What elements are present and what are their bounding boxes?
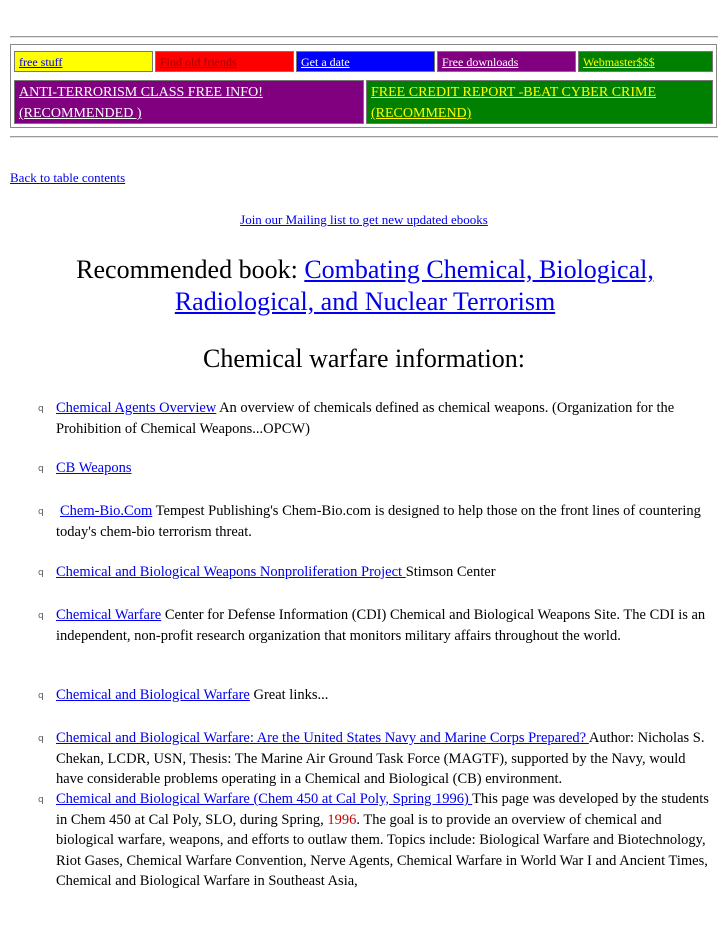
ad-get-a-date[interactable] [296, 51, 435, 72]
item-link[interactable]: Chemical and Biological Warfare [56, 687, 250, 703]
item-link[interactable]: CB Weapons [56, 460, 132, 476]
ad-find-old-friends[interactable] [155, 51, 294, 72]
ad-get-a-date-link[interactable]: Get a date [301, 55, 350, 69]
back-to-contents-link[interactable]: Back to table contents [10, 170, 126, 185]
back-to-contents [10, 170, 125, 186]
item-text: Stimson Center [405, 564, 496, 580]
item-link[interactable]: Chemical and Biological Warfare (Chem 450 at Cal Poly, Spring 1996) [56, 791, 473, 807]
ad-free-downloads-link[interactable]: Free downloads [442, 55, 519, 69]
list-item [56, 789, 716, 892]
bullet-icon: q [38, 507, 44, 517]
item-text: Tempest Publishing's Chem-Bio.com is designed to help those on the front lines of countering today's chem-bio terrorism threat. [56, 503, 701, 540]
ad-find-old-friends-link[interactable]: Find old friends [160, 55, 237, 69]
ad-banner [10, 44, 717, 128]
list-item [56, 398, 716, 439]
bullet-icon: q [38, 611, 44, 621]
ad-credit-report[interactable] [366, 80, 713, 124]
bullet-icon: q [38, 795, 44, 805]
item-link[interactable]: Chem-Bio.Com [60, 503, 153, 519]
list-item [56, 728, 716, 790]
ad-webmaster[interactable] [578, 51, 713, 72]
bullet-icon: q [38, 734, 44, 744]
list-item [56, 501, 716, 542]
item-text-2: . The goal is to provide an overview of chemical and biological warfare, weapons, and efforts to outlaw them. Topics include: Biological Warfare and Biotechnology, Riot Gases, Chemical Warfare Convention, Nerve Agents, Chemical Warfare in World War I and Ancient Times, Chemical and Biological Warfare in Southeast Asia, [56, 811, 708, 889]
bottom-divider [10, 136, 718, 138]
item-text: Center for Defense Information (CDI) Chemical and Biological Weapons Site. The CDI is an independent, non-profit research organization that monitors military affairs throughout the world. [56, 607, 706, 644]
bullet-icon: q [38, 568, 44, 578]
ad-credit-report-link[interactable]: FREE CREDIT REPORT -BEAT CYBER CRIME [371, 85, 657, 100]
mailing-list-link[interactable]: Join our Mailing list to get new updated ebooks [240, 212, 488, 227]
recommended-book-link[interactable]: Combating Chemical, Biological, Radiological, and Nuclear Terrorism [174, 255, 654, 316]
ad-free-downloads[interactable] [437, 51, 576, 72]
ad-free-stuff[interactable] [14, 51, 153, 72]
item-text: An overview of chemicals defined as chemical weapons. (Organization for the Prohibition of Chemical Weapons...OPCW) [56, 400, 675, 437]
page-heading: Chemical warfare information: [203, 344, 525, 373]
ad-webmaster-link[interactable]: Webmaster$$$ [583, 55, 655, 69]
bullet-icon: q [38, 464, 44, 474]
ad-free-stuff-link[interactable]: free stuff [19, 55, 63, 69]
list-item [56, 685, 716, 706]
item-link[interactable]: Chemical Agents Overview [56, 400, 217, 416]
item-text: Great links... [249, 687, 329, 703]
item-link[interactable]: Chemical Warfare [56, 607, 162, 623]
mailing-list [0, 212, 728, 228]
item-text: Author: Nicholas S. Chekan, LCDR, USN, Thesis: The Marine Air Ground Task Force (MAGTF), supported by the Navy, would have considerable problems operating in a Chemical and Biological (CB) environment. [56, 730, 705, 787]
item-year: 1996 [327, 811, 357, 828]
recommended-book [40, 254, 690, 318]
list-item [56, 605, 716, 646]
ad-credit-report-link-2[interactable]: (RECOMMEND) [371, 106, 472, 121]
ad-anti-terrorism[interactable] [14, 80, 364, 124]
recommended-prefix: Recommended book: [76, 255, 305, 284]
ad-anti-terrorism-link[interactable]: ANTI-TERRORISM CLASS FREE INFO! [19, 85, 263, 100]
ad-anti-terrorism-link-2[interactable]: (RECOMMENDED ) [19, 106, 142, 121]
item-link[interactable]: Chemical and Biological Warfare: Are the United States Navy and Marine Corps Prepared? [56, 730, 589, 746]
list-item [56, 562, 716, 583]
bullet-icon: q [38, 404, 44, 414]
item-text: This page was developed by the students in Chem 450 at Cal Poly, SLO, during Spring, [56, 791, 709, 828]
list-item [56, 458, 716, 479]
item-link[interactable]: Chemical and Biological Weapons Nonproliferation Project [56, 564, 406, 580]
bullet-icon: q [38, 691, 44, 701]
top-divider [10, 36, 718, 38]
